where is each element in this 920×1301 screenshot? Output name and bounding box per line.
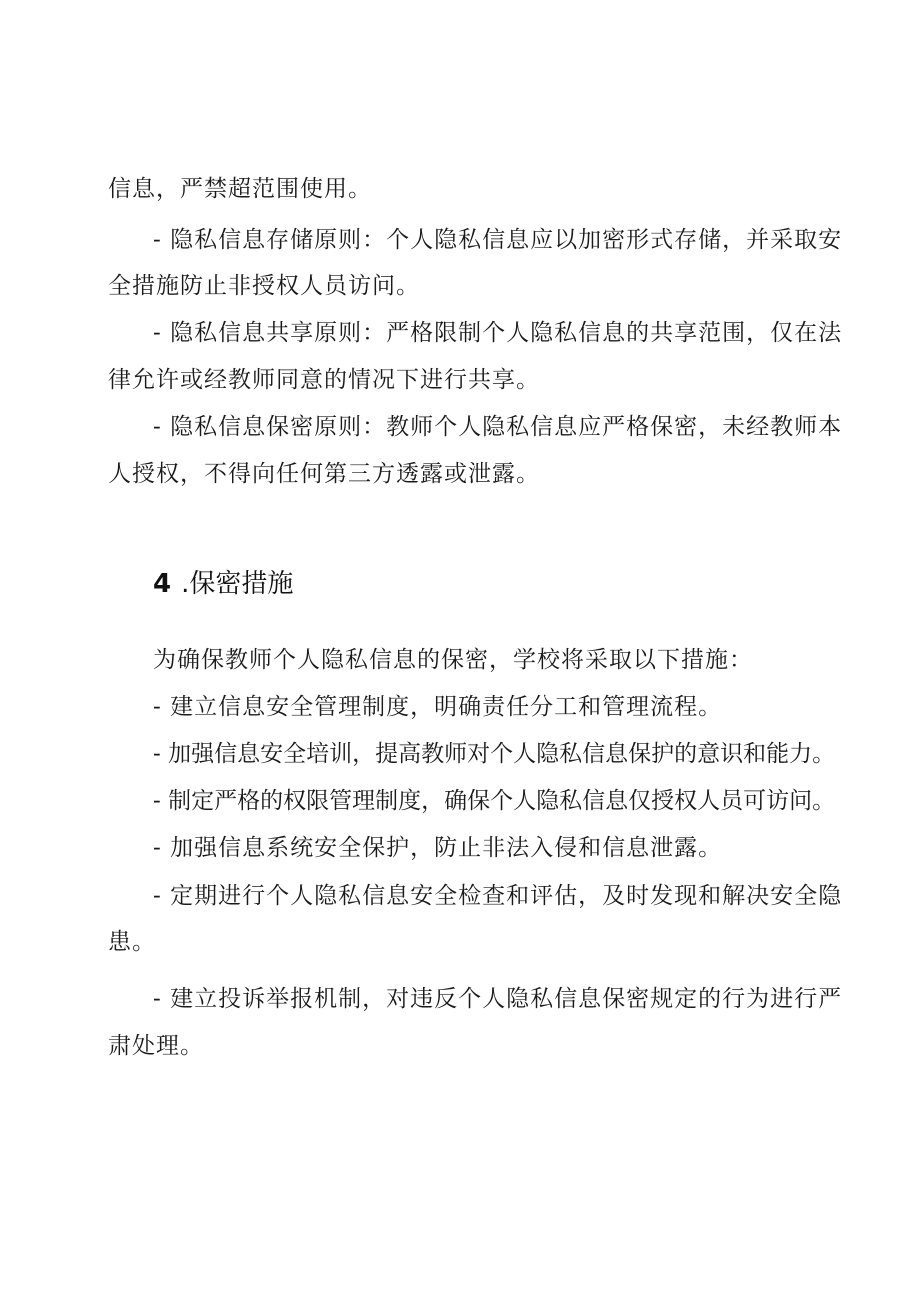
paragraph-line: 律允许或经教师同意的情况下进行共享。 [108,367,540,393]
paragraph-line: 信息，严禁超范围使用。 [108,176,372,202]
list-item: - 建立投诉举报机制，对违反个人隐私信息保密规定的行为进行严 [153,986,843,1012]
list-item: - 建立信息安全管理制度，明确责任分工和管理流程。 [153,694,723,720]
paragraph-line: - 隐私信息存储原则：个人隐私信息应以加密形式存储，并采取安 [153,227,843,253]
section-heading [153,567,293,601]
paragraph-line: 为确保教师个人隐私信息的保密，学校将采取以下措施： [153,647,753,673]
paragraph-line: - 隐私信息保密原则：教师个人隐私信息应严格保密，未经教师本 [153,414,843,440]
list-item: - 加强信息安全培训，提高教师对个人隐私信息保护的意识和能力。 [153,741,836,767]
section-number: 4 [153,569,172,599]
list-item: - 定期进行个人隐私信息安全检查和评估，及时发现和解决安全隐 [153,883,843,909]
paragraph-line: 人授权，不得向任何第三方透露或泄露。 [108,461,540,487]
list-item: - 制定严格的权限管理制度，确保个人隐私信息仅授权人员可访问。 [153,788,836,814]
list-item: - 加强信息系统安全保护，防止非法入侵和信息泄露。 [153,835,723,861]
paragraph-line: 患。 [108,929,156,955]
section-title: .保密措施 [181,569,294,599]
paragraph-line: 肃处理。 [108,1033,204,1059]
paragraph-line: - 隐私信息共享原则：严格限制个人隐私信息的共享范围，仅在法 [153,320,843,346]
paragraph-line: 全措施防止非授权人员访问。 [108,273,420,299]
